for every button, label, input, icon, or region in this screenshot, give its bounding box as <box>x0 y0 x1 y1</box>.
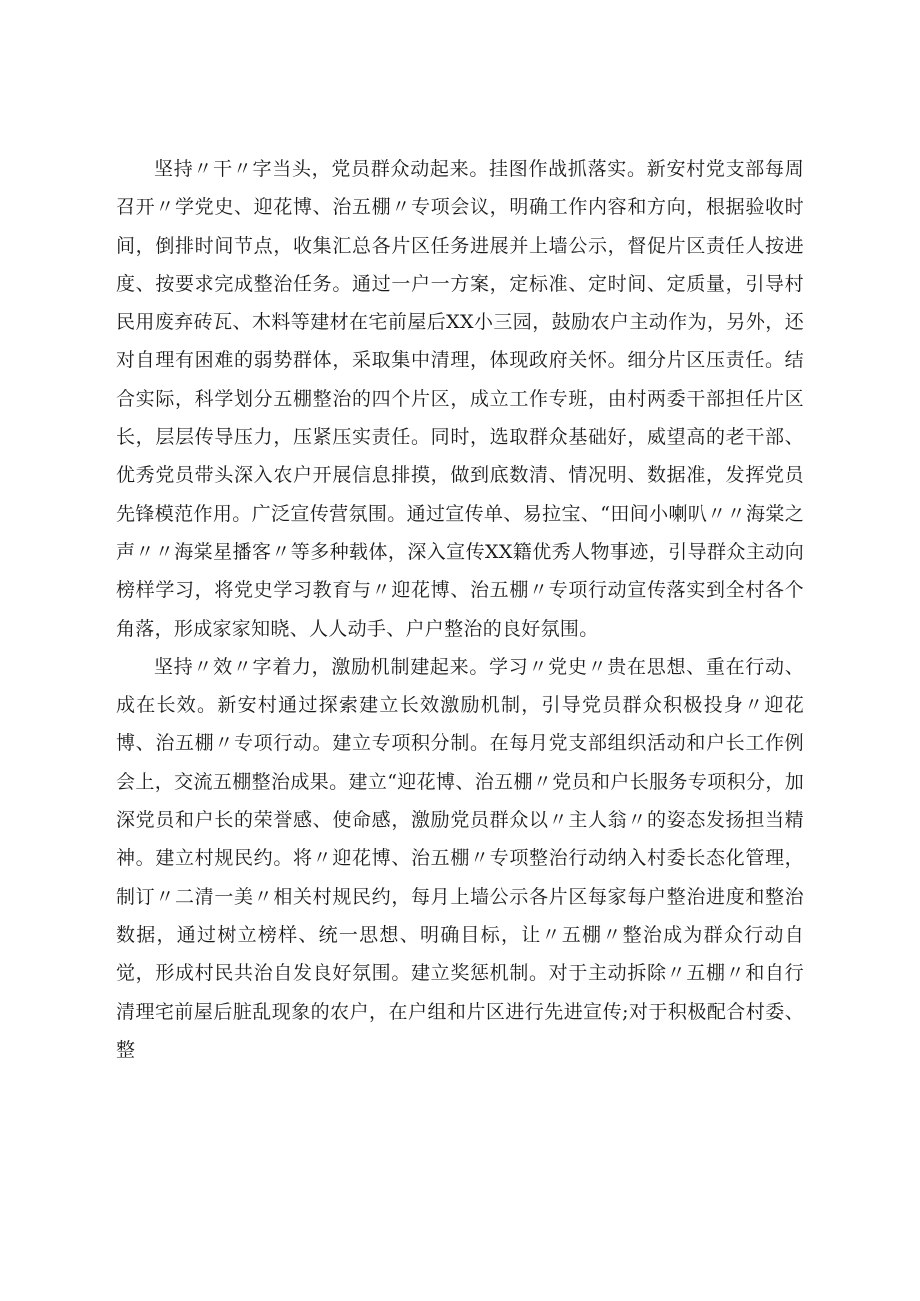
body-paragraph: 坚持〃干〃字当头，党员群众动起来。挂图作战抓落实。新安村党支部每周召开〃学党史、迎花博、治五棚〃专项会议，明确工作内容和方向，根据验收时间，倒排时间节点，收集汇总各片区任务进展并上墙公示，督促片区责任人按进度、按要求完成整治任务。通过一户一方案，定标准、定时间、定质量，引导村民用废弃砖瓦、木料等建材在宅前屋后XX小三园，鼓励农户主动作为，另外，还对自理有困难的弱势群体，采取集中清理，体现政府关怀。细分片区压责任。结合实际，科学划分五棚整治的四个片区，成立工作专班，由村两委干部担任片区长，层层传导压力，压紧压实责任。同时，选取群众基础好，威望高的老干部、优秀党员带头深入农户开展信息排摸，做到底数清、情况明、数据准，发挥党员先锋模范作用。广泛宣传营氛围。通过宣传单、易拉宝、“田间小喇叭〃〃海棠之声〃〃海棠星播客〃等多种载体，深入宣传XX籍优秀人物事迹，引导群众主动向榜样学习，将党史学习教育与〃迎花博、治五棚〃专项行动宣传落实到全村各个角落，形成家家知晓、人人动手、户户整治的良好氛围。 <box>116 158 804 640</box>
body-paragraph: 坚持〃效〃字着力，激励机制建起来。学习〃党史〃贵在思想、重在行动、成在长效。新安村通过探索建立长效激励机制，引导党员群众积极投身〃迎花博、治五棚〃专项行动。建立专项积分制。在每月党支部组织活动和户长工作例会上，交流五棚整治成果。建立“迎花博、治五棚〃党员和户长服务专项积分，加深党员和户长的荣誉感、使命感，激励党员群众以〃主人翁〃的姿态发扬担当精神。建立村规民约。将〃迎花博、治五棚〃专项整治行动纳入村委长态化管理，制订〃二清一美〃相关村规民约，每月上墙公示各片区每家每户整治进度和整治数据，通过树立榜样、统一思想、明确目标，让〃五棚〃整治成为群众行动自觉，形成村民共治自发良好氛围。建立奖惩机制。对于主动拆除〃五棚〃和自行清理宅前屋后脏乱现象的农户，在户组和片区进行先进宣传;对于积极配合村委、整 <box>116 655 804 1061</box>
document-body <box>116 150 804 1069</box>
